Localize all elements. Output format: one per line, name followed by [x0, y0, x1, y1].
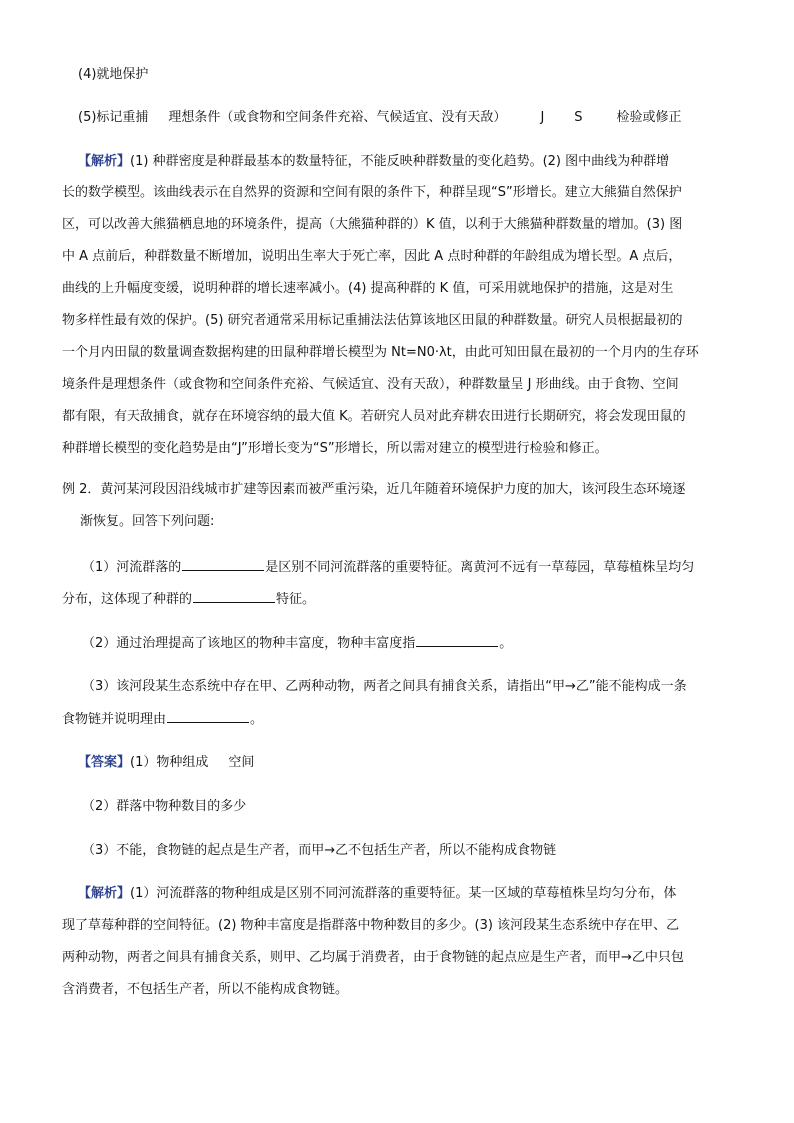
answer-item-5-label: (5)标记重捕 [78, 110, 149, 125]
analysis-tag: 【解析】 [78, 154, 131, 169]
question-3-line-1: （3）该河段某生态系统中存在甲、乙两种动物，两者之间具有捕食关系，请指出“甲→乙”能不能构成一条 [82, 679, 687, 694]
answer-item-5-s: S [574, 110, 583, 125]
analysis1-line-7: 一个月内田鼠的数量调查数据构建的田鼠种群增长模型为 Nt=N0·λt，由此可知田鼠在最初的一个月内的生存环 [62, 345, 699, 360]
question-1-line-2: 分布，这体现了种群的 特征。 [62, 592, 316, 607]
answer-tag: 【答案】 [78, 755, 131, 770]
analysis1-line-9: 都有限，有天敌捕食，就存在环境容纳的最大值 K。若研究人员对此弃耕农田进行长期研究，将会发现田鼠的 [62, 409, 686, 424]
answer-item-5 [78, 109, 754, 127]
analysis-tag: 【解析】 [78, 886, 131, 901]
analysis2-line-3: 两种动物，两者之间具有捕食关系，则甲、乙均属于消费者，由于食物链的起点应是生产者，而甲→乙中只包 [62, 950, 684, 965]
answer-item-5-condition: 理想条件（或食物和空间条件充裕、气候适宜、没有天敌） [168, 110, 507, 125]
answer-blank [182, 558, 264, 571]
analysis1-line-2: 长的数学模型。该曲线表示在自然界的资源和空间有限的条件下，种群呈现“S”形增长。建立大熊猫自然保护 [62, 185, 682, 200]
analysis2-line-4: 含消费者，不包括生产者，所以不能构成食物链。 [62, 982, 349, 997]
question-1-line-1: （1）河流群落的 是区别不同河流群落的重要特征。离黄河不远有一草莓园，草莓植株呈均匀 [82, 560, 695, 575]
question-3-line-2: 食物链并说明理由 。 [62, 712, 264, 727]
answer-item-5-revise: 检验或修正 [616, 110, 682, 125]
answer2-line-3: （3）不能，食物链的起点是生产者，而甲→乙不包括生产者，所以不能构成食物链 [82, 843, 557, 858]
example2-intro-line-1: 例 2．黄河某河段因沿线城市扩建等因素而被严重污染，近几年随着环境保护力度的加大，该河段生态环境逐 [62, 482, 686, 497]
answer-blank [193, 590, 275, 603]
analysis1-line-8: 境条件是理想条件（或食物和空间条件充裕、气候适宜、没有天敌），种群数量呈 J 形曲线。由于食物、空间 [62, 377, 679, 392]
analysis1-line-1: 【解析】(1) 种群密度是种群最基本的数量特征，不能反映种群数量的变化趋势。(2) 图中曲线为种群增 [78, 154, 670, 169]
analysis1-line-3: 区，可以改善大熊猫栖息地的环境条件，提高（大熊猫种群的）K 值，以利于大熊猫种群数量的增加。(3) 图 [62, 217, 683, 232]
example2-intro-line-2: 渐恢复。回答下列问题: [80, 514, 215, 529]
analysis2-line-1: 【解析】(1）河流群落的物种组成是区别不同河流群落的重要特征。某一区域的草莓植株呈均匀分布，体 [78, 886, 677, 901]
answer-item-5-j: J [540, 110, 545, 125]
analysis1-line-10: 种群增长模型的变化趋势是由“J”形增长变为“S”形增长，所以需对建立的模型进行检验和修正。 [62, 441, 608, 456]
analysis2-line-2: 现了草莓种群的空间特征。(2) 物种丰富度是指群落中物种数目的多少。(3) 该河段某生态系统中存在甲、乙 [62, 918, 680, 933]
answer-blank [167, 710, 249, 723]
analysis1-line-5: 曲线的上升幅度变缓，说明种群的增长速率减小。(4) 提高种群的 K 值，可采用就地保护的措施，这是对生 [62, 281, 674, 296]
analysis1-line-4: 中 A 点前后，种群数量不断增加，说明出生率大于死亡率，因此 A 点时种群的年龄组成为增长型。A 点后， [62, 249, 682, 264]
analysis1-line-6: 物多样性最有效的保护。(5) 研究者通常采用标记重捕法法估算该地区田鼠的种群数量。研究人员根据最初的 [62, 313, 683, 328]
answer-item-4: (4)就地保护 [78, 67, 149, 82]
question-2: （2）通过治理提高了该地区的物种丰富度，物种丰富度指 。 [82, 636, 513, 651]
answer-blank [416, 634, 498, 647]
answer2-line-2: （2）群落中物种数目的多少 [82, 799, 247, 814]
answer2-line-1: 【答案】(1）物种组成 空间 [78, 755, 255, 770]
